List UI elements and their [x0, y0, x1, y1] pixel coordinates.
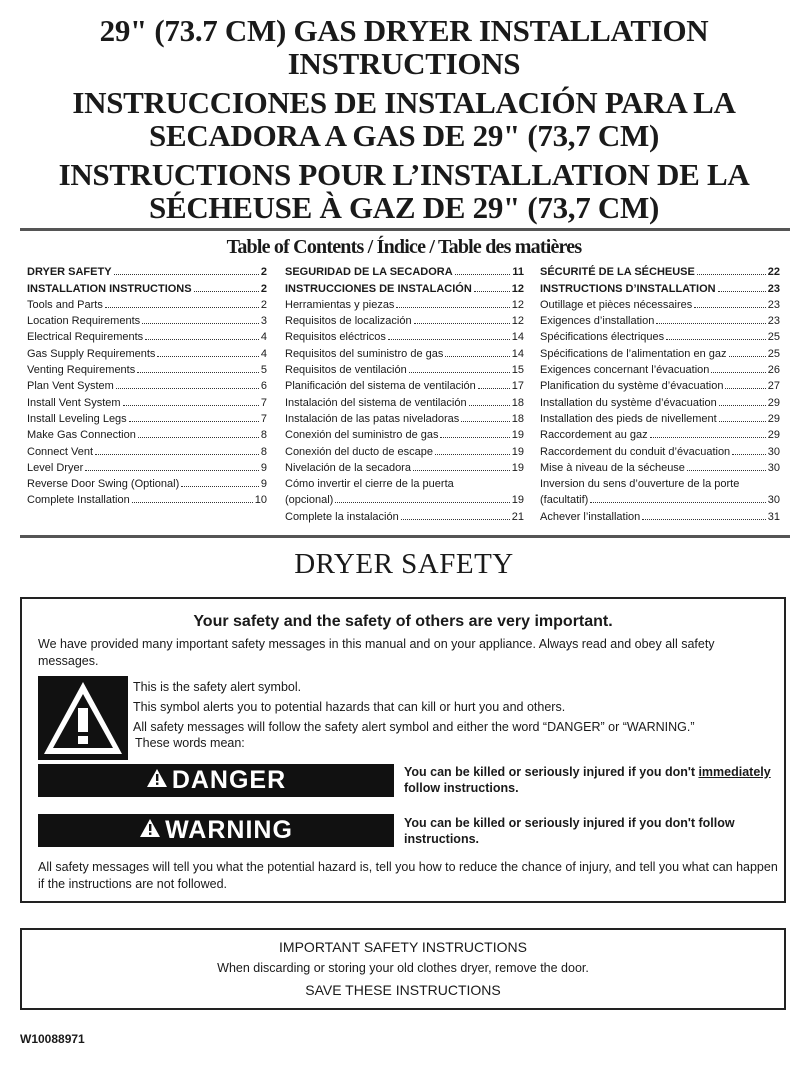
toc-entry-page: 29: [767, 429, 780, 442]
toc-entry-page: 30: [767, 494, 780, 507]
toc-entry-label: SEGURIDAD DE LA SECADORA: [285, 266, 453, 279]
toc-entry-label: Requisitos de ventilación: [285, 364, 407, 377]
toc-leader-dots: [116, 388, 259, 389]
toc-leader-dots: [157, 356, 258, 357]
warning-signal-word: [38, 814, 394, 847]
toc-leader-dots: [718, 291, 766, 292]
toc-entry: [27, 311, 267, 327]
toc-entry-label: Conexión del ducto de escape: [285, 445, 433, 458]
toc-entry-page: 4: [260, 347, 267, 360]
toc-entry-label: Instalación del sistema de ventilación: [285, 396, 467, 409]
title-spanish-line2: SECADORA A GAS DE 29" (73,7 CM): [149, 118, 659, 153]
toc-leader-dots: [145, 339, 259, 340]
toc-leader-dots: [137, 372, 259, 373]
toc-entry-label: Instalación de las patas niveladoras: [285, 412, 460, 425]
toc-entry: [27, 441, 267, 457]
toc-entry-label: Tools and Parts: [27, 298, 103, 311]
toc-leader-dots: [732, 454, 766, 455]
toc-entry-label: Install Vent System: [27, 396, 121, 409]
toc-leader-dots: [435, 454, 510, 455]
toc-leader-dots: [396, 307, 509, 308]
warning-label: WARNING: [165, 816, 293, 844]
toc-entry: [285, 490, 524, 506]
toc-leader-dots: [719, 421, 766, 422]
warning-alert-icon: [139, 816, 161, 845]
toc-entry: [27, 327, 267, 343]
toc-entry-page: 2: [260, 298, 267, 311]
alert-line-3: All safety messages will follow the safety alert symbol and either the word “DANGER” or “WARNING.”: [133, 720, 695, 734]
toc-entry-page: 21: [511, 510, 524, 523]
toc-entry-label: INSTRUCCIONES DE INSTALACIÓN: [285, 282, 472, 295]
danger-text-emphasis: immediately: [698, 765, 771, 779]
toc-entry-label: Exigences d’installation: [540, 315, 655, 328]
toc-entry-label: Raccordement du conduit d’évacuation: [540, 445, 731, 458]
toc-entry: [540, 506, 780, 522]
toc-entry-page: 8: [260, 429, 267, 442]
toc-entry-page: 18: [511, 396, 524, 409]
toc-entry-page: 9: [260, 478, 267, 491]
toc-leader-dots: [85, 470, 259, 471]
toc-leader-dots: [105, 307, 259, 308]
toc-entry-label: Plan Vent System: [27, 380, 114, 393]
toc-entry: [285, 409, 524, 425]
danger-text-part1: You can be killed or seriously injured if you don't: [404, 765, 699, 779]
toc-entry-page: 6: [260, 380, 267, 393]
toc-entry: [540, 360, 780, 376]
toc-entry: [27, 458, 267, 474]
toc-leader-dots: [388, 339, 510, 340]
toc-leader-dots: [687, 470, 766, 471]
safety-outro: All safety messages will tell you what the potential hazard is, tell you how to reduce the chance of injury, and tell you what can happen if the instructions are not followed.: [38, 860, 778, 891]
toc-entry: [540, 425, 780, 441]
toc-leader-dots: [642, 519, 765, 520]
toc-entry-page: 3: [260, 315, 267, 328]
toc-leader-dots: [666, 339, 766, 340]
toc-entry-page: 19: [511, 445, 524, 458]
alert-line-1: This is the safety alert symbol.: [133, 680, 302, 694]
toc-leader-dots: [729, 356, 766, 357]
toc-leader-dots: [590, 502, 765, 503]
toc-entry: [27, 425, 267, 441]
toc-entry-label: Installation du système d’évacuation: [540, 396, 717, 409]
toc-entry-page: 8: [260, 445, 267, 458]
toc-leader-dots: [474, 291, 510, 292]
toc-entry-label: Venting Requirements: [27, 364, 136, 377]
toc-entry-label: Requisitos eléctricos: [285, 331, 386, 344]
toc-entry-page: 2: [260, 282, 267, 295]
toc-entry-label: Installation des pieds de nivellement: [540, 412, 717, 425]
toc-leader-dots: [138, 437, 259, 438]
warning-text-part1: You can be killed or seriously injured if you don't follow: [404, 816, 735, 830]
toc-leader-dots: [123, 405, 259, 406]
toc-leader-dots: [132, 502, 253, 503]
toc-entry-label: INSTRUCTIONS D’INSTALLATION: [540, 282, 716, 295]
danger-alert-icon: [146, 766, 168, 795]
toc-entry-label: Nivelación de la secadora: [285, 461, 411, 474]
toc-leader-dots: [414, 323, 510, 324]
toc-entry-label: Planification du système d’évacuation: [540, 380, 724, 393]
toc-heading: Table of Contents / Índice / Table des matières: [226, 236, 582, 258]
toc-entry: [285, 458, 524, 474]
document-titles: [0, 14, 808, 224]
toc-entry-page: 15: [511, 364, 524, 377]
toc-leader-dots: [142, 323, 259, 324]
toc-leader-dots: [413, 470, 510, 471]
toc-entry-label: Location Requirements: [27, 315, 141, 328]
toc-entry: [540, 311, 780, 327]
toc-leader-dots: [478, 388, 510, 389]
toc-entry-label: SÉCURITÉ DE LA SÉCHEUSE: [540, 266, 695, 279]
important-heading: IMPORTANT SAFETY INSTRUCTIONS: [279, 939, 527, 955]
toc-entry-label: DRYER SAFETY: [27, 266, 112, 279]
toc-entry-label: Connect Vent: [27, 445, 94, 458]
toc-entry-label: Requisitos del suministro de gas: [285, 347, 444, 360]
toc-entry-label: Cómo invertir el cierre de la puerta: [285, 478, 454, 491]
toc-leader-dots: [95, 454, 259, 455]
toc-leader-dots: [656, 323, 765, 324]
toc-entry-label: Herramientas y piezas: [285, 298, 395, 311]
toc-entry: [285, 311, 524, 327]
toc-entry-label: Conexión del suministro de gas: [285, 429, 439, 442]
toc-entry-page: 19: [511, 429, 524, 442]
toc-leader-dots: [461, 421, 509, 422]
save-instructions: SAVE THESE INSTRUCTIONS: [305, 982, 501, 998]
toc-entry: [540, 474, 780, 490]
toc-entry-page: 23: [767, 282, 780, 295]
toc-entry-page: 19: [511, 461, 524, 474]
toc-entry: [27, 392, 267, 408]
toc-entry: [285, 506, 524, 522]
toc-entry: [285, 392, 524, 408]
toc-entry-page: 26: [767, 364, 780, 377]
toc-entry: [540, 343, 780, 359]
title-french-line2: SÉCHEUSE À GAZ DE 29" (73,7 CM): [149, 190, 659, 225]
toc-entry-label: Reverse Door Swing (Optional): [27, 478, 180, 491]
danger-signal-word: [38, 764, 394, 797]
toc-entry-page: 30: [767, 445, 780, 458]
toc-leader-dots: [697, 274, 766, 275]
alert-line-4: These words mean:: [135, 736, 245, 750]
toc-entry: [27, 278, 267, 294]
title-spanish: [0, 86, 808, 152]
toc-entry-label: (facultatif): [540, 494, 589, 507]
title-english: [0, 14, 808, 80]
toc-entry: [540, 490, 780, 506]
toc-entry-label: (opcional): [285, 494, 334, 507]
toc-entry-page: 5: [260, 364, 267, 377]
toc-entry-page: 30: [767, 461, 780, 474]
toc-column-english: [27, 262, 267, 506]
danger-label: DANGER: [171, 766, 287, 794]
toc-entry: [540, 392, 780, 408]
toc-entry-page: 12: [511, 282, 524, 295]
toc-leader-dots: [469, 405, 510, 406]
toc-entry-label: Spécifications de l’alimentation en gaz: [540, 347, 727, 360]
toc-entry: [27, 343, 267, 359]
toc-leader-dots: [401, 519, 510, 520]
toc-entry: [27, 409, 267, 425]
toc-leader-dots: [455, 274, 511, 275]
safety-box: [20, 597, 786, 903]
title-spanish-line1: INSTRUCCIONES DE INSTALACIÓN PARA LA: [72, 85, 736, 120]
toc-entry-label: Planificación del sistema de ventilación: [285, 380, 476, 393]
toc-entry: [285, 343, 524, 359]
title-english-line2: INSTRUCTIONS: [287, 46, 521, 81]
toc-leader-dots: [694, 307, 766, 308]
important-safety-box: [20, 928, 786, 1010]
toc-entry-page: 7: [260, 396, 267, 409]
toc-entry-page: 19: [511, 494, 524, 507]
toc-column-spanish: [285, 262, 524, 523]
toc-leader-dots: [335, 502, 509, 503]
toc-entry-label: Outillage et pièces nécessaires: [540, 298, 693, 311]
toc-entry-label: Exigences concernant l’évacuation: [540, 364, 710, 377]
toc-entry-label: Complete Installation: [27, 494, 130, 507]
toc-entry: [540, 458, 780, 474]
toc-entry-page: 17: [511, 380, 524, 393]
toc-entry-label: Electrical Requirements: [27, 331, 144, 344]
toc-entry-page: 10: [254, 494, 267, 507]
toc-entry: [27, 376, 267, 392]
toc-entry-label: Inversion du sens d’ouverture de la porte: [540, 478, 740, 491]
toc-entry-page: 2: [260, 266, 267, 279]
toc-entry-page: 18: [511, 412, 524, 425]
toc-entry: [285, 441, 524, 457]
toc-leader-dots: [194, 291, 259, 292]
toc-entry: [285, 295, 524, 311]
toc-entry: [285, 278, 524, 294]
toc-leader-dots: [650, 437, 766, 438]
toc-entry: [540, 409, 780, 425]
section-title: DRYER SAFETY: [294, 548, 514, 580]
toc-entry-page: 14: [511, 331, 524, 344]
toc-entry-label: Level Dryer: [27, 461, 84, 474]
part-number: W10088971: [20, 1032, 85, 1046]
toc-entry: [27, 474, 267, 490]
toc-entry: [540, 327, 780, 343]
toc-entry: [540, 441, 780, 457]
toc-entry-page: 7: [260, 412, 267, 425]
divider-middle: [20, 535, 790, 538]
toc-entry-page: 25: [767, 347, 780, 360]
title-french-line1: INSTRUCTIONS POUR L’INSTALLATION DE LA: [58, 157, 750, 192]
toc-entry-page: 14: [511, 347, 524, 360]
toc-entry-page: 23: [767, 298, 780, 311]
danger-text-part2: follow instructions.: [404, 781, 519, 795]
danger-description: [404, 764, 774, 796]
toc-entry: [285, 262, 524, 278]
toc-entry-label: INSTALLATION INSTRUCTIONS: [27, 282, 192, 295]
toc-leader-dots: [445, 356, 509, 357]
safety-heading: Your safety and the safety of others are very important.: [193, 613, 613, 630]
safety-alert-icon: [38, 676, 128, 760]
toc-entry-label: Requisitos de localización: [285, 315, 412, 328]
toc-entry: [27, 295, 267, 311]
toc-entry: [540, 262, 780, 278]
toc-entry-page: 22: [767, 266, 780, 279]
toc-entry-page: 4: [260, 331, 267, 344]
toc-entry-page: 23: [767, 315, 780, 328]
toc-entry-page: 12: [511, 315, 524, 328]
toc-entry: [27, 360, 267, 376]
toc-entry-label: Make Gas Connection: [27, 429, 136, 442]
toc-entry-page: 12: [511, 298, 524, 311]
safety-intro: We have provided many important safety messages in this manual and on your appliance. Always read and obey all safety messages.: [38, 637, 715, 668]
toc-entry-page: 11: [512, 266, 524, 279]
toc-entry: [27, 262, 267, 278]
warning-description: [404, 815, 774, 847]
toc-entry-label: Spécifications électriques: [540, 331, 665, 344]
toc-entry-label: Mise à niveau de la sécheuse: [540, 461, 685, 474]
important-instruction: When discarding or storing your old clothes dryer, remove the door.: [217, 961, 589, 975]
toc-leader-dots: [440, 437, 509, 438]
warning-text-part2: instructions.: [404, 832, 480, 846]
toc-entry: [540, 376, 780, 392]
toc-entry-page: 25: [767, 331, 780, 344]
title-english-line1: 29" (73.7 CM) GAS DRYER INSTALLATION: [99, 13, 709, 48]
toc-entry: [540, 278, 780, 294]
toc-entry-page: 27: [767, 380, 780, 393]
toc-entry-label: Gas Supply Requirements: [27, 347, 156, 360]
toc-entry: [27, 490, 267, 506]
toc-entry-page: 9: [260, 461, 267, 474]
title-french: [0, 158, 808, 224]
toc-entry-page: 29: [767, 412, 780, 425]
toc-entry-label: Raccordement au gaz: [540, 429, 648, 442]
toc-leader-dots: [114, 274, 259, 275]
toc-entry: [285, 376, 524, 392]
toc-leader-dots: [181, 486, 259, 487]
toc-entry-label: Achever l’installation: [540, 510, 641, 523]
toc-leader-dots: [711, 372, 765, 373]
toc-leader-dots: [129, 421, 259, 422]
toc-entry-label: Complete la instalación: [285, 510, 399, 523]
divider-top: [20, 228, 790, 231]
alert-line-2: This symbol alerts you to potential hazards that can kill or hurt you and others.: [133, 700, 566, 714]
toc-entry: [540, 295, 780, 311]
toc-entry: [285, 327, 524, 343]
toc-column-french: [540, 262, 780, 523]
toc-entry-page: 29: [767, 396, 780, 409]
toc-entry: [285, 474, 524, 490]
toc-leader-dots: [409, 372, 510, 373]
toc-entry: [285, 425, 524, 441]
toc-entry-label: Install Leveling Legs: [27, 412, 127, 425]
toc-leader-dots: [725, 388, 765, 389]
toc-entry-page: 31: [767, 510, 780, 523]
toc-entry: [285, 360, 524, 376]
toc-leader-dots: [719, 405, 766, 406]
